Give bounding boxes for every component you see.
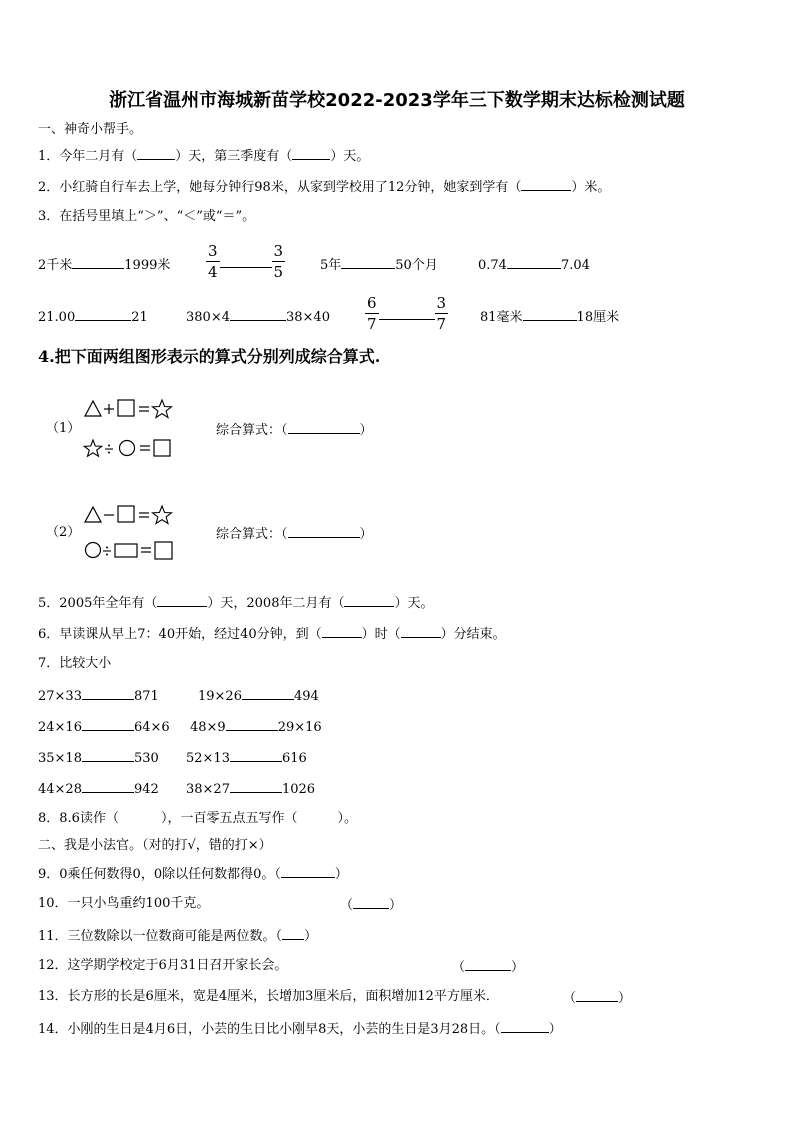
triangle-icon	[85, 401, 101, 416]
compare-right: 871	[133, 689, 159, 704]
question-12	[38, 958, 287, 974]
compare-blank[interactable]	[226, 718, 278, 731]
question-text: 小刚的生日是4月6日，小芸的生日比小刚早8天，小芸的生日是3月28日。（	[67, 1022, 501, 1037]
question-number: 13．	[38, 989, 68, 1004]
question-number: 8．	[38, 811, 60, 826]
compare-blank[interactable]	[82, 749, 134, 762]
question-9	[38, 865, 348, 883]
question-text: 长方形的长是6厘米，宽是4厘米，长增加3厘米后，面积增加12平方厘米．	[67, 989, 499, 1004]
compare-row	[38, 749, 159, 767]
square-icon	[118, 506, 134, 522]
question-text: 把下面两组图形表示的算式分别列成综合算式.	[54, 347, 381, 366]
question-text: 一只小鸟重约100千克。	[67, 896, 210, 911]
answer-blank[interactable]	[576, 989, 618, 1002]
question-number: 6．	[38, 627, 60, 642]
question-4	[38, 347, 380, 367]
answer-blank[interactable]	[288, 525, 360, 538]
compare-blank[interactable]	[75, 308, 131, 321]
compare-left: 44×28	[38, 782, 82, 797]
question-13-answer	[563, 989, 631, 1007]
compare-left: 52×13	[186, 751, 230, 766]
part-1-label: （1）	[46, 421, 81, 436]
question-number: 2．	[38, 180, 60, 195]
question-10-answer	[340, 896, 402, 914]
answer-open: （	[452, 960, 466, 975]
part-2-label: （2）	[46, 525, 81, 540]
question-number: 1．	[38, 149, 60, 164]
question-text: 早读课从早上7：40开始，经过40分钟，到（	[59, 627, 322, 642]
compare-row	[186, 749, 307, 767]
question-number: 7．	[38, 656, 60, 671]
question-number: 9．	[38, 867, 60, 882]
compare-blank[interactable]	[72, 256, 124, 269]
compare-row-1-d	[478, 256, 590, 274]
question-text: ）。	[337, 811, 357, 826]
compare-row	[186, 780, 315, 798]
question-text: 三位数除以一位数商可能是两位数。（	[67, 929, 283, 944]
compare-row	[38, 718, 170, 736]
question-7	[38, 656, 111, 672]
square-icon	[154, 440, 170, 456]
question-2	[38, 178, 610, 196]
answer-close: ）	[618, 991, 632, 1006]
compare-blank[interactable]	[507, 256, 561, 269]
compare-left: 21.00	[38, 310, 76, 325]
compare-blank[interactable]	[82, 718, 134, 731]
compare-blank[interactable]	[379, 307, 435, 320]
question-text: ）天，2008年二月有（	[207, 596, 345, 611]
star-icon	[153, 400, 172, 418]
question-12-answer	[452, 958, 524, 976]
compare-blank[interactable]	[523, 308, 577, 321]
answer-close: ）	[511, 960, 525, 975]
compare-blank[interactable]	[220, 255, 272, 268]
answer-blank[interactable]	[401, 625, 441, 638]
triangle-icon	[85, 507, 101, 522]
compare-right: 942	[133, 782, 159, 797]
answer-blank[interactable]	[344, 594, 394, 607]
compare-left: 19×26	[198, 689, 242, 704]
answer-close: ）	[359, 423, 373, 438]
answer-label: 综合算式：（	[216, 527, 288, 542]
compare-row-2-d	[480, 308, 619, 326]
question-text: 这学期学校定于6月31日召开家长会。	[67, 958, 288, 973]
answer-close: ）	[334, 867, 348, 882]
compare-blank[interactable]	[82, 780, 134, 793]
circle-icon	[120, 441, 135, 456]
compare-row	[190, 718, 322, 736]
question-number: 3．	[38, 209, 60, 224]
compare-row-1	[38, 256, 170, 274]
question-13	[38, 989, 499, 1005]
compare-right: 1999米	[124, 258, 171, 273]
question-text: ）天，第三季度有（	[175, 149, 293, 164]
fraction: $\frac{3}{5}$	[273, 242, 284, 281]
question-10	[38, 896, 209, 912]
answer-label: 综合算式：（	[216, 423, 288, 438]
fraction: $\frac{3}{7}$	[436, 294, 447, 333]
shape-equations-1	[82, 396, 192, 466]
question-text: ）天。	[394, 596, 434, 611]
compare-left: 24×16	[38, 720, 82, 735]
answer-blank[interactable]	[282, 927, 304, 940]
fraction-compare-1	[206, 243, 285, 280]
compare-left: 48×9	[190, 720, 226, 735]
compare-blank[interactable]	[82, 687, 134, 700]
answer-blank[interactable]	[322, 625, 362, 638]
compare-right: 530	[133, 751, 159, 766]
compare-right: 21	[131, 310, 148, 325]
page-title: 浙江省温州市海城新苗学校2022-2023学年三下数学期末达标检测试题	[109, 90, 685, 111]
compare-row	[38, 780, 159, 798]
compare-left: 5年	[320, 258, 342, 273]
question-text: 0乘任何数得0，0除以任何数都得0。（	[59, 867, 281, 882]
answer-blank[interactable]	[137, 147, 175, 160]
compare-right: 18厘米	[576, 310, 620, 325]
answer-blank[interactable]	[288, 421, 360, 434]
question-text: 比较大小	[59, 656, 112, 671]
compare-left: 38×27	[186, 782, 230, 797]
question-14	[38, 1020, 562, 1038]
compare-left: 81毫米	[480, 310, 523, 325]
compare-right: 64×6	[133, 720, 170, 735]
compare-row	[198, 687, 319, 705]
compare-left: 0.74	[478, 258, 507, 273]
question-number: 4.	[38, 347, 55, 366]
question-number: 10．	[38, 896, 68, 911]
compare-blank[interactable]	[230, 308, 286, 321]
question-text: 在括号里填上“＞”、“＜”或“＝”。	[59, 209, 256, 224]
compare-row-1-c	[320, 256, 438, 274]
rectangle-icon	[115, 544, 137, 557]
compare-blank[interactable]	[242, 687, 294, 700]
question-text: 2005年全年有（	[59, 596, 158, 611]
question-text: 小红骑自行车去上学，她每分钟行98米，从家到学校用了12分钟，她家到学有（	[59, 180, 522, 195]
star-icon	[84, 440, 101, 456]
compare-right: 616	[281, 751, 307, 766]
question-text: 8.6读作（	[59, 811, 119, 826]
compare-right: 38×40	[285, 310, 330, 325]
answer-blank[interactable]	[281, 865, 335, 878]
compare-right: 29×16	[277, 720, 322, 735]
compare-blank[interactable]	[230, 780, 282, 793]
question-text: 今年二月有（	[59, 149, 138, 164]
answer-blank[interactable]	[292, 147, 330, 160]
question-number: 5．	[38, 596, 60, 611]
fraction: $\frac{6}{7}$	[367, 294, 377, 333]
answer-close: ）	[359, 527, 373, 542]
question-11	[38, 927, 317, 945]
compare-left: 380×4	[186, 310, 230, 325]
question-6	[38, 625, 506, 643]
compare-blank[interactable]	[341, 256, 395, 269]
part-2-answer	[216, 525, 373, 543]
question-number: 14．	[38, 1022, 68, 1037]
question-5	[38, 594, 433, 612]
question-text: ）米。	[571, 180, 611, 195]
answer-close: ）	[304, 929, 318, 944]
compare-row-2	[38, 308, 148, 326]
fraction-compare-2	[365, 295, 448, 332]
compare-right: 7.04	[560, 258, 590, 273]
question-number: 11．	[38, 929, 68, 944]
compare-row	[38, 687, 159, 705]
answer-blank[interactable]	[465, 958, 511, 971]
answer-blank[interactable]	[521, 178, 571, 191]
answer-open: （	[340, 898, 354, 913]
compare-right: 494	[293, 689, 319, 704]
compare-right: 1026	[281, 782, 316, 797]
answer-blank[interactable]	[353, 896, 389, 909]
question-8	[38, 811, 357, 827]
section-2-heading: 二、我是小法官。（对的打√，错的打×）	[38, 838, 272, 853]
section-1-heading: 一、神奇小帮手。	[38, 122, 143, 137]
question-1	[38, 147, 369, 165]
question-text: ）天。	[330, 149, 370, 164]
answer-close: ）	[389, 898, 403, 913]
square-icon	[118, 400, 134, 416]
circle-icon	[86, 543, 101, 558]
answer-blank[interactable]	[501, 1020, 549, 1033]
answer-open: （	[563, 991, 577, 1006]
fraction: $\frac{3}{4}$	[208, 242, 218, 281]
answer-blank[interactable]	[157, 594, 207, 607]
compare-left: 27×33	[38, 689, 82, 704]
question-text: ），一百零五点五写作（	[160, 811, 298, 826]
compare-right: 50个月	[395, 258, 438, 273]
compare-left: 35×18	[38, 751, 82, 766]
question-number: 12．	[38, 958, 68, 973]
compare-blank[interactable]	[230, 749, 282, 762]
compare-row-2-b	[186, 308, 330, 326]
question-3	[38, 209, 255, 225]
question-text: ）时（	[361, 627, 401, 642]
question-text: ）分结束。	[440, 627, 506, 642]
star-icon	[153, 506, 172, 524]
shape-equations-2	[82, 500, 192, 570]
square-icon	[155, 542, 172, 559]
part-1-answer	[216, 421, 373, 439]
answer-close: ）	[548, 1022, 562, 1037]
compare-left: 2千米	[38, 258, 73, 273]
